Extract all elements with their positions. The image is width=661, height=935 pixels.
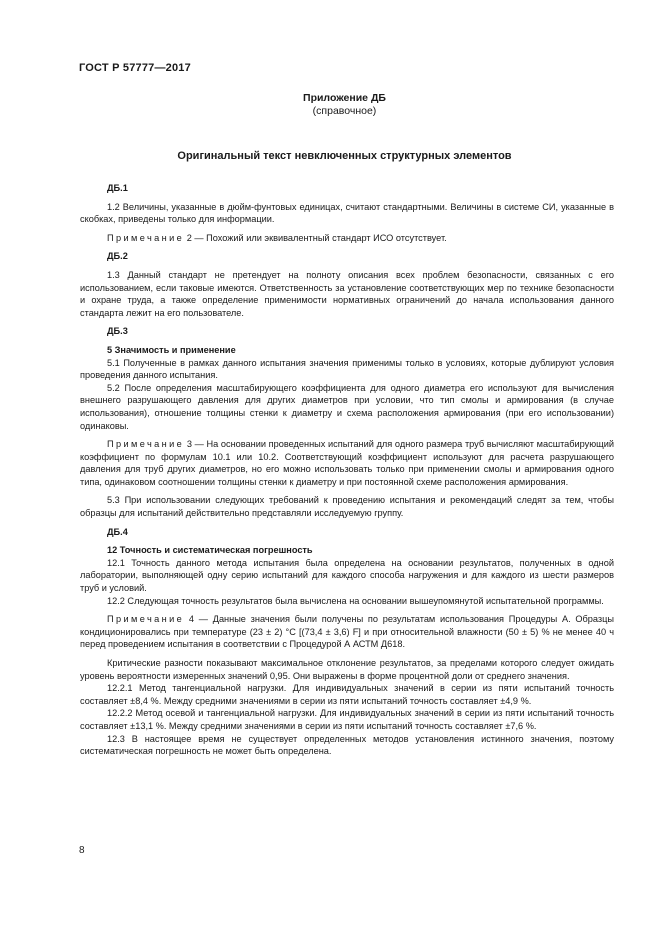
paragraph-critical-differences: Критические разности показывают максимальное отклонение результатов, за пределами которого следует ожидать уровень вероятности измеренных значений 0,95. Они выражены в форме процентной доли от среднего значения. (80, 658, 614, 681)
annex-heading (0, 92, 661, 118)
section-heading-db3: ДБ.3 (107, 326, 128, 337)
note-3 (80, 438, 614, 488)
paragraph-12-2: 12.2 Следующая точность результатов была вычислена на основании вышеупомянутой испытательной программы. (107, 595, 604, 606)
note-2 (80, 232, 614, 245)
paragraph-5-2: 5.2 После определения масштабирующего коэффициента для одного диаметра его используют для вычисления внешнего разрушающего давления для других диаметров при условии, что тип смолы и армирования (в случае использования), отношение толщины стенки к диаметру и схема расположения армирования (при его использовании) одинаковы. (80, 382, 614, 431)
note-label: Примечание (107, 232, 185, 243)
subsection-heading-12: 12 Точность и систематическая погрешность (107, 545, 313, 556)
note-text: 3 — На основании проведенных испытаний для одного размера труб вычисляют масштабирующий коэффициент по формулам 10.1 или 10.2. Соответствующий коэффициент используют для расчета разрушающего давления для труб других диаметров, но его можно использовать только при применении смолы и армирования одного типа, одинаковом соотношении толщины стенки к диаметру и при постоянной схеме расположения армирования. (80, 439, 614, 487)
note-4 (80, 613, 614, 651)
paragraph-1-2: 1.2 Величины, указанные в дюйм-фунтовых единицах, считают стандартными. Величины в системе СИ, указанные в скобках, приведены только для информации. (80, 201, 614, 225)
paragraph-12-3: 12.3 В настоящее время не существует определенных методов установления истинного значения, поэтому систематическая погрешность не может быть определена. (80, 733, 614, 757)
standard-header: ГОСТ Р 57777—2017 (79, 62, 191, 74)
paragraph-5-1: 5.1 Полученные в рамках данного испытания значения применимы только в условиях, которые дублируют условия проведения данного испытания. (80, 357, 614, 381)
section-heading-db1: ДБ.1 (107, 183, 128, 193)
subsection-heading-5: 5 Значимость и применение (107, 344, 236, 355)
paragraph-5-3: 5.3 При использовании следующих требований к проведению испытания и рекомендаций следят за тем, чтобы образцы для испытаний действительно представляли исследуемую группу. (80, 495, 614, 519)
page-number: 8 (79, 845, 85, 856)
section-heading-db4: ДБ.4 (107, 526, 128, 537)
annex-subtitle: (справочное) (312, 105, 377, 117)
note-label: Примечание (107, 439, 185, 450)
note-text: 4 — Данные значения были получены по результатам использования Процедуры А. Образцы кондиционировались при температуре (23 ± 2) °C [(73,4 ± 3,6) F] и при относительной влажности (50 ± 5) % не менее 40 ч перед проведением испытания в соответствии с Процедурой А АСТМ Д618. (80, 614, 614, 650)
document-body (80, 182, 614, 758)
annex-title: Приложение ДБ (303, 92, 386, 104)
note-text: 2 — Похожий или эквивалентный стандарт ИСО отсутствует. (184, 232, 447, 243)
paragraph-1-3: 1.3 Данный стандарт не претендует на полноту описания всех проблем безопасности, связанных с его использованием, если таковые имеются. Ответственность за установление соответствующих мер по технике безопасности и охране труда, а также определение применимости нормативных ограничений до начала использования данного стандарта лежит на его пользователе. (80, 269, 614, 318)
paragraph-12-1: 12.1 Точность данного метода испытания была определена на основании результатов, полученных в одной лаборатории, выполняющей одну серию испытаний для каждого способа нагружения и для каждого из шести размеров труб и условий. (80, 557, 614, 594)
section-heading-db2: ДБ.2 (107, 251, 128, 262)
paragraph-12-2-1: 12.2.1 Метод тангенциальной нагрузки. Для индивидуальных значений в серии из пяти испытаний точность составляет ±8,4 %. Между средними значениями в серии из пяти испытаний точность составляет ±4,9 %. (80, 683, 614, 706)
note-label: Примечание (107, 614, 185, 625)
document-title: Оригинальный текст невключенных структурных элементов (177, 150, 512, 162)
paragraph-12-2-2: 12.2.2 Метод осевой и тангенциальной нагрузки. Для индивидуальных значений в серии из пяти испытаний точность составляет ±13,1 %. Между средними значениями в серии из пяти испытаний точность составляет ±7,6 %. (80, 708, 614, 731)
